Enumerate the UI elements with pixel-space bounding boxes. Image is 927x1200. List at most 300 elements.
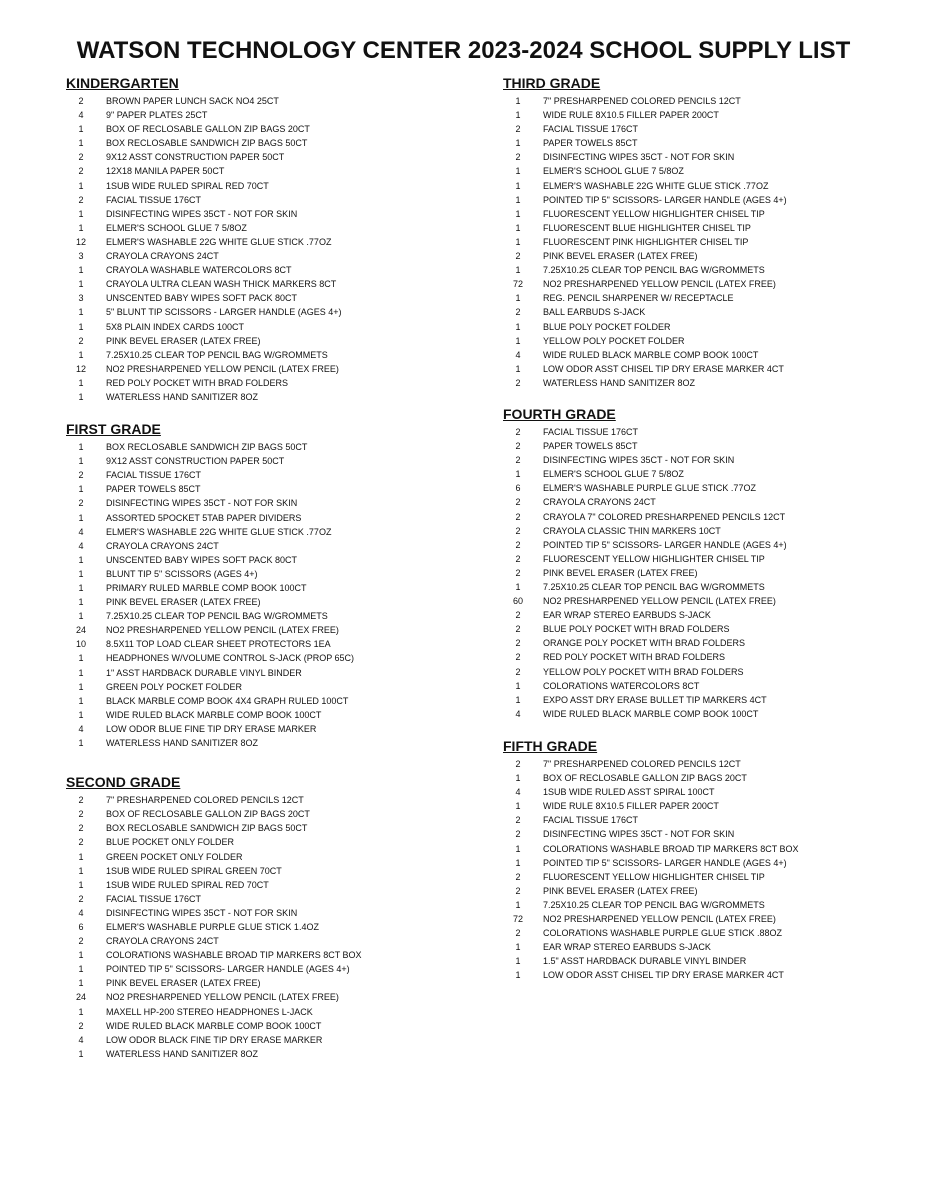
second-grade-section — [66, 773, 466, 1061]
item-description: DISINFECTING WIPES 35CT - NOT FOR SKIN — [106, 208, 298, 219]
item-description: ELMER'S SCHOOL GLUE 7 5/8OZ — [106, 222, 247, 233]
item-quantity: 1 — [78, 1006, 84, 1017]
item-quantity: 2 — [78, 795, 84, 806]
item-quantity: 2 — [78, 809, 84, 820]
supply-item — [66, 179, 466, 193]
item-description: PRIMARY RULED MARBLE COMP BOOK 100CT — [106, 583, 307, 593]
supply-item — [503, 842, 903, 856]
supply-item — [66, 277, 466, 291]
supply-item — [503, 707, 903, 721]
item-description: 9X12 ASST CONSTRUCTION PAPER 50CT — [106, 456, 285, 467]
item-quantity: 1 — [78, 554, 84, 565]
item-description: WIDE RULED BLACK MARBLE COMP BOOK 100CT — [106, 1020, 322, 1031]
supply-item — [503, 884, 903, 898]
item-description: 1SUB WIDE RULED ASST SPIRAL 100CT — [543, 787, 715, 798]
supply-item — [503, 207, 903, 221]
supply-item — [66, 94, 466, 108]
supply-item — [503, 870, 903, 884]
supply-item — [66, 249, 466, 263]
supply-item — [503, 467, 903, 481]
second-grade-supply-list — [66, 793, 466, 1061]
item-description: LOW ODOR BLACK FINE TIP DRY ERASE MARKER — [106, 1034, 323, 1045]
supply-item — [503, 524, 903, 538]
item-description: ELMER'S WASHABLE PURPLE GLUE STICK 1.4OZ — [106, 921, 319, 932]
item-quantity: 1 — [515, 166, 521, 177]
supply-item — [66, 892, 466, 906]
item-quantity: 2 — [515, 815, 521, 826]
supply-item — [66, 136, 466, 150]
item-description: HEADPHONES W/VOLUME CONTROL S-JACK (PROP 65C) — [106, 653, 355, 664]
item-description: YELLOW POLY POCKET FOLDER — [543, 335, 685, 346]
supply-item — [503, 650, 903, 664]
item-quantity: 1 — [515, 96, 521, 106]
item-quantity: 1 — [515, 236, 521, 247]
item-quantity: 1 — [78, 1048, 84, 1059]
item-description: MAXELL HP-200 STEREO HEADPHONES L-JACK — [106, 1006, 313, 1017]
supply-item — [503, 305, 903, 319]
item-description: 1SUB WIDE RULED SPIRAL RED 70CT — [106, 180, 269, 191]
item-description: 5" BLUNT TIP SCISSORS - LARGER HANDLE (AGES 4+) — [106, 307, 342, 318]
supply-item — [66, 1033, 466, 1047]
item-description: 9X12 ASST CONSTRUCTION PAPER 50CT — [106, 152, 285, 163]
supply-item — [503, 926, 903, 940]
item-description: DISINFECTING WIPES 35CT - NOT FOR SKIN — [106, 498, 298, 509]
item-quantity: 1 — [78, 349, 84, 360]
supply-item — [66, 722, 466, 736]
item-quantity: 2 — [515, 871, 521, 882]
item-quantity: 2 — [78, 893, 84, 904]
supply-item — [503, 122, 903, 136]
item-description: FACIAL TISSUE 176CT — [543, 815, 639, 826]
item-quantity: 12 — [75, 363, 86, 374]
item-description: BLUE POLY POCKET WITH BRAD FOLDERS — [543, 624, 730, 635]
item-quantity: 4 — [78, 110, 84, 121]
supply-item — [503, 164, 903, 178]
item-quantity: 1 — [515, 321, 521, 332]
item-quantity: 1 — [78, 512, 84, 523]
item-quantity: 1 — [515, 194, 521, 205]
item-description: 7.25X10.25 CLEAR TOP PENCIL BAG W/GROMMETS — [106, 349, 328, 360]
item-quantity: 2 — [515, 666, 521, 677]
item-description: COLORATIONS WASHABLE PURPLE GLUE STICK .88OZ — [543, 928, 783, 939]
item-quantity: 24 — [75, 625, 86, 636]
supply-item — [66, 680, 466, 694]
kindergarten-supply-list — [66, 94, 466, 404]
supply-item — [66, 807, 466, 821]
item-description: COLORATIONS WATERCOLORS 8CT — [543, 680, 700, 691]
item-description: FACIAL TISSUE 176CT — [543, 426, 639, 437]
item-quantity: 2 — [515, 525, 521, 536]
item-description: ELMER'S SCHOOL GLUE 7 5/8OZ — [543, 166, 684, 177]
item-quantity: 4 — [515, 349, 521, 360]
supply-item — [503, 580, 903, 594]
item-quantity: 1 — [515, 110, 521, 121]
item-quantity: 4 — [78, 540, 84, 551]
item-quantity: 1 — [78, 709, 84, 720]
item-description: 1SUB WIDE RULED SPIRAL RED 70CT — [106, 879, 269, 890]
supply-item — [503, 968, 903, 982]
item-description: NO2 PRESHARPENED YELLOW PENCIL (LATEX FREE) — [106, 992, 339, 1003]
item-quantity: 72 — [512, 279, 523, 290]
item-description: CRAYOLA CRAYONS 24CT — [543, 497, 656, 508]
supply-item — [66, 990, 466, 1004]
supply-item — [66, 468, 466, 482]
item-description: 8.5X11 TOP LOAD CLEAR SHEET PROTECTORS 1EA — [106, 639, 331, 650]
item-description: BALL EARBUDS S-JACK — [543, 307, 646, 318]
item-quantity: 2 — [78, 1020, 84, 1031]
item-quantity: 1 — [78, 456, 84, 467]
item-description: BOX RECLOSABLE SANDWICH ZIP BAGS 50CT — [106, 823, 308, 834]
item-description: WATERLESS HAND SANITIZER 8OZ — [543, 377, 696, 388]
supply-item — [503, 150, 903, 164]
supply-item — [66, 934, 466, 948]
supply-item — [503, 827, 903, 841]
supply-item — [66, 263, 466, 277]
supply-item — [503, 898, 903, 912]
item-quantity: 1 — [78, 180, 84, 191]
supply-item — [503, 94, 903, 108]
item-quantity: 3 — [78, 293, 84, 304]
item-quantity: 60 — [512, 596, 523, 607]
supply-item — [503, 320, 903, 334]
item-description: CRAYOLA CRAYONS 24CT — [106, 936, 219, 947]
supply-item — [66, 567, 466, 581]
item-quantity: 1 — [515, 680, 521, 691]
item-description: CRAYOLA CLASSIC THIN MARKERS 10CT — [543, 525, 721, 536]
supply-item — [503, 439, 903, 453]
item-quantity: 1 — [78, 611, 84, 622]
item-description: NO2 PRESHARPENED YELLOW PENCIL (LATEX FREE) — [543, 913, 776, 924]
supply-item — [503, 608, 903, 622]
item-quantity: 1 — [78, 738, 84, 749]
item-description: 7" PRESHARPENED COLORED PENCILS 12CT — [106, 795, 304, 806]
item-description: BOX RECLOSABLE SANDWICH ZIP BAGS 50CT — [106, 138, 308, 149]
supply-item — [503, 453, 903, 467]
item-description: DISINFECTING WIPES 35CT - NOT FOR SKIN — [543, 152, 735, 163]
item-quantity: 2 — [515, 567, 521, 578]
supply-item — [503, 510, 903, 524]
item-description: BLUE POLY POCKET FOLDER — [543, 321, 671, 332]
supply-item — [503, 785, 903, 799]
item-quantity: 4 — [78, 526, 84, 537]
supply-item — [503, 235, 903, 249]
item-description: 7" PRESHARPENED COLORED PENCILS 12CT — [543, 96, 741, 106]
item-description: WATERLESS HAND SANITIZER 8OZ — [106, 1048, 259, 1059]
item-quantity: 1 — [515, 582, 521, 592]
item-quantity: 1 — [515, 208, 521, 219]
supply-item — [66, 348, 466, 362]
item-description: PINK BEVEL ERASER (LATEX FREE) — [106, 335, 261, 346]
item-description: CRAYOLA CRAYONS 24CT — [106, 251, 219, 262]
item-description: PINK BEVEL ERASER (LATEX FREE) — [106, 978, 261, 989]
item-quantity: 2 — [515, 307, 521, 318]
supply-item — [66, 793, 466, 807]
item-description: 7.25X10.25 CLEAR TOP PENCIL BAG W/GROMMETS — [543, 899, 765, 910]
item-quantity: 1 — [515, 265, 521, 276]
third-grade-section — [503, 74, 903, 390]
item-description: WATERLESS HAND SANITIZER 8OZ — [106, 391, 259, 402]
supply-item — [66, 305, 466, 319]
item-description: PINK BEVEL ERASER (LATEX FREE) — [543, 251, 698, 262]
supply-item — [503, 495, 903, 509]
item-description: NO2 PRESHARPENED YELLOW PENCIL (LATEX FREE) — [543, 279, 776, 290]
item-quantity: 2 — [78, 936, 84, 947]
item-description: EAR WRAP STEREO EARBUDS S-JACK — [543, 942, 711, 953]
item-description: BLUE POCKET ONLY FOLDER — [106, 837, 235, 848]
item-quantity: 2 — [515, 553, 521, 564]
supply-item — [66, 666, 466, 680]
supply-item — [66, 637, 466, 651]
supply-item — [503, 362, 903, 376]
supply-item — [66, 235, 466, 249]
item-quantity: 1 — [78, 978, 84, 989]
item-description: CRAYOLA 7" COLORED PRESHARPENED PENCILS 12CT — [543, 511, 786, 522]
item-quantity: 1 — [515, 335, 521, 346]
item-description: ORANGE POLY POCKET WITH BRAD FOLDERS — [543, 638, 746, 649]
item-quantity: 2 — [515, 377, 521, 388]
supply-item — [66, 539, 466, 553]
item-description: UNSCENTED BABY WIPES SOFT PACK 80CT — [106, 293, 298, 304]
item-description: 1" ASST HARDBACK DURABLE VINYL BINDER — [106, 667, 302, 678]
item-quantity: 2 — [78, 194, 84, 205]
item-quantity: 1 — [78, 597, 84, 608]
item-quantity: 1 — [515, 138, 521, 149]
item-quantity: 2 — [78, 823, 84, 834]
item-description: LOW ODOR ASST CHISEL TIP DRY ERASE MARKER 4CT — [543, 363, 784, 374]
supply-item — [503, 376, 903, 390]
supply-item — [66, 291, 466, 305]
item-description: CRAYOLA CRAYONS 24CT — [106, 540, 219, 551]
item-description: FACIAL TISSUE 176CT — [543, 124, 639, 135]
supply-item — [66, 482, 466, 496]
item-quantity: 1 — [78, 879, 84, 890]
first-grade-supply-list — [66, 440, 466, 750]
supply-item — [66, 821, 466, 835]
item-description: BOX OF RECLOSABLE GALLON ZIP BAGS 20CT — [543, 773, 747, 784]
item-description: POINTED TIP 5" SCISSORS- LARGER HANDLE (AGES 4+) — [543, 857, 787, 868]
item-quantity: 1 — [515, 843, 521, 854]
item-description: POINTED TIP 5" SCISSORS- LARGER HANDLE (AGES 4+) — [106, 964, 350, 975]
item-quantity: 2 — [515, 152, 521, 163]
supply-item — [66, 454, 466, 468]
supply-item — [503, 813, 903, 827]
supply-item — [503, 552, 903, 566]
item-quantity: 1 — [515, 773, 521, 784]
item-quantity: 1 — [78, 865, 84, 876]
item-description: WIDE RULED BLACK MARBLE COMP BOOK 100CT — [543, 708, 759, 719]
item-quantity: 1 — [78, 124, 84, 135]
item-quantity: 1 — [78, 964, 84, 975]
item-quantity: 1 — [78, 653, 84, 664]
item-description: BOX RECLOSABLE SANDWICH ZIP BAGS 50CT — [106, 442, 308, 453]
item-description: CRAYOLA ULTRA CLEAN WASH THICK MARKERS 8CT — [106, 279, 337, 290]
supply-item — [66, 878, 466, 892]
supply-item — [66, 1005, 466, 1019]
supply-item — [503, 481, 903, 495]
supply-item — [66, 850, 466, 864]
supply-item — [503, 665, 903, 679]
item-description: WIDE RULED BLACK MARBLE COMP BOOK 100CT — [543, 349, 759, 360]
supply-item — [66, 207, 466, 221]
fifth-grade-section — [503, 737, 903, 983]
kindergarten-section — [66, 74, 466, 404]
item-quantity: 1 — [78, 307, 84, 318]
item-quantity: 2 — [78, 96, 84, 106]
item-quantity: 2 — [515, 758, 521, 769]
item-description: PAPER TOWELS 85CT — [543, 441, 638, 452]
item-quantity: 2 — [515, 251, 521, 262]
item-description: FLUORESCENT YELLOW HIGHLIGHTER CHISEL TIP — [543, 208, 765, 219]
supply-item — [503, 538, 903, 552]
item-quantity: 1 — [515, 694, 521, 705]
left-column — [66, 74, 466, 1061]
item-description: COLORATIONS WASHABLE BROAD TIP MARKERS 8CT BOX — [106, 950, 362, 961]
supply-item — [66, 962, 466, 976]
item-description: BROWN PAPER LUNCH SACK NO4 25CT — [106, 96, 279, 106]
supply-item — [503, 249, 903, 263]
item-description: PINK BEVEL ERASER (LATEX FREE) — [543, 885, 698, 896]
item-quantity: 1 — [78, 442, 84, 453]
supply-item — [66, 864, 466, 878]
supply-item — [66, 376, 466, 390]
supply-item — [66, 623, 466, 637]
item-quantity: 2 — [78, 498, 84, 509]
item-quantity: 2 — [78, 837, 84, 848]
item-description: FACIAL TISSUE 176CT — [106, 893, 202, 904]
supply-item — [66, 651, 466, 665]
third-grade-supply-list — [503, 94, 903, 390]
supply-item — [66, 511, 466, 525]
supply-item — [66, 835, 466, 849]
item-quantity: 1 — [515, 801, 521, 812]
supply-item — [66, 1019, 466, 1033]
item-quantity: 6 — [515, 483, 521, 494]
supply-item — [66, 595, 466, 609]
supply-item — [503, 799, 903, 813]
supply-item — [66, 150, 466, 164]
item-description: 7.25X10.25 CLEAR TOP PENCIL BAG W/GROMMETS — [543, 582, 765, 592]
item-description: LOW ODOR BLUE FINE TIP DRY ERASE MARKER — [106, 723, 317, 734]
item-quantity: 2 — [515, 652, 521, 663]
supply-item — [503, 679, 903, 693]
item-quantity: 10 — [75, 639, 86, 650]
fifth-grade-heading: FIFTH GRADE — [503, 737, 598, 754]
item-description: 7.25X10.25 CLEAR TOP PENCIL BAG W/GROMMETS — [543, 265, 765, 276]
item-quantity: 1 — [515, 293, 521, 304]
item-description: 12X18 MANILA PAPER 50CT — [106, 166, 225, 177]
item-description: ELMER'S SCHOOL GLUE 7 5/8OZ — [543, 469, 684, 480]
fifth-grade-supply-list — [503, 757, 903, 983]
item-description: WATERLESS HAND SANITIZER 8OZ — [106, 738, 259, 749]
fourth-grade-section — [503, 405, 903, 721]
item-description: UNSCENTED BABY WIPES SOFT PACK 80CT — [106, 554, 298, 565]
item-description: WIDE RULED BLACK MARBLE COMP BOOK 100CT — [106, 709, 322, 720]
fourth-grade-supply-list — [503, 425, 903, 721]
item-quantity: 2 — [515, 638, 521, 649]
item-quantity: 1 — [78, 568, 84, 579]
item-quantity: 2 — [515, 497, 521, 508]
item-description: 7.25X10.25 CLEAR TOP PENCIL BAG W/GROMMETS — [106, 611, 328, 622]
supply-item — [66, 440, 466, 454]
item-quantity: 2 — [515, 455, 521, 466]
item-description: 9" PAPER PLATES 25CT — [106, 110, 208, 121]
item-quantity: 2 — [515, 829, 521, 840]
item-quantity: 12 — [75, 236, 86, 247]
item-description: ASSORTED 5POCKET 5TAB PAPER DIVIDERS — [106, 512, 302, 523]
item-quantity: 1 — [515, 469, 521, 480]
item-quantity: 1 — [78, 851, 84, 862]
right-column — [503, 74, 903, 982]
item-quantity: 2 — [515, 426, 521, 437]
item-quantity: 1 — [78, 321, 84, 332]
item-description: FLUORESCENT PINK HIGHLIGHTER CHISEL TIP — [543, 236, 749, 247]
supply-item — [503, 693, 903, 707]
item-quantity: 4 — [515, 708, 521, 719]
supply-item — [503, 425, 903, 439]
item-description: DISINFECTING WIPES 35CT - NOT FOR SKIN — [543, 455, 735, 466]
item-quantity: 3 — [78, 251, 84, 262]
supply-item — [503, 636, 903, 650]
item-description: 1SUB WIDE RULED SPIRAL GREEN 70CT — [106, 865, 282, 876]
supply-item — [503, 757, 903, 771]
item-quantity: 4 — [78, 723, 84, 734]
first-grade-section — [66, 420, 466, 750]
item-description: POINTED TIP 5" SCISSORS- LARGER HANDLE (AGES 4+) — [543, 194, 787, 205]
item-description: FACIAL TISSUE 176CT — [106, 470, 202, 481]
item-description: DISINFECTING WIPES 35CT - NOT FOR SKIN — [106, 907, 298, 918]
item-quantity: 1 — [515, 970, 521, 981]
supply-item — [66, 948, 466, 962]
item-description: PINK BEVEL ERASER (LATEX FREE) — [543, 567, 698, 578]
supply-item — [503, 263, 903, 277]
supply-item — [66, 525, 466, 539]
item-description: GREEN POCKET ONLY FOLDER — [106, 851, 243, 862]
supply-item — [503, 136, 903, 150]
item-description: ELMER'S WASHABLE 22G WHITE GLUE STICK .77OZ — [106, 526, 332, 537]
item-quantity: 2 — [515, 124, 521, 135]
item-quantity: 1 — [78, 391, 84, 402]
supply-item — [503, 193, 903, 207]
supply-item — [66, 581, 466, 595]
item-description: RED POLY POCKET WITH BRAD FOLDERS — [106, 377, 289, 388]
item-description: NO2 PRESHARPENED YELLOW PENCIL (LATEX FREE) — [543, 596, 776, 607]
item-description: PINK BEVEL ERASER (LATEX FREE) — [106, 597, 261, 608]
item-quantity: 2 — [515, 885, 521, 896]
kindergarten-heading: KINDERGARTEN — [66, 75, 179, 91]
item-description: ELMER'S WASHABLE 22G WHITE GLUE STICK .77OZ — [543, 180, 769, 191]
item-quantity: 1 — [78, 208, 84, 219]
item-description: WIDE RULE 8X10.5 FILLER PAPER 200CT — [543, 801, 719, 812]
item-quantity: 1 — [78, 667, 84, 678]
page-title: WATSON TECHNOLOGY CENTER 2023-2024 SCHOOL SUPPLY LIST — [76, 37, 851, 64]
item-description: BLACK MARBLE COMP BOOK 4X4 GRAPH RULED 100CT — [106, 695, 349, 706]
item-quantity: 1 — [515, 899, 521, 910]
item-description: DISINFECTING WIPES 35CT - NOT FOR SKIN — [543, 829, 735, 840]
supply-item — [66, 362, 466, 376]
item-description: 7" PRESHARPENED COLORED PENCILS 12CT — [543, 758, 741, 769]
supply-item — [66, 221, 466, 235]
supply-item — [503, 622, 903, 636]
item-quantity: 2 — [78, 166, 84, 177]
item-description: LOW ODOR ASST CHISEL TIP DRY ERASE MARKER 4CT — [543, 970, 784, 981]
supply-item — [503, 277, 903, 291]
supply-item — [503, 771, 903, 785]
item-quantity: 1 — [78, 681, 84, 692]
item-description: CRAYOLA WASHABLE WATERCOLORS 8CT — [106, 265, 292, 276]
supply-item — [503, 108, 903, 122]
item-description: EXPO ASST DRY ERASE BULLET TIP MARKERS 4CT — [543, 694, 767, 705]
item-quantity: 1 — [515, 222, 521, 233]
